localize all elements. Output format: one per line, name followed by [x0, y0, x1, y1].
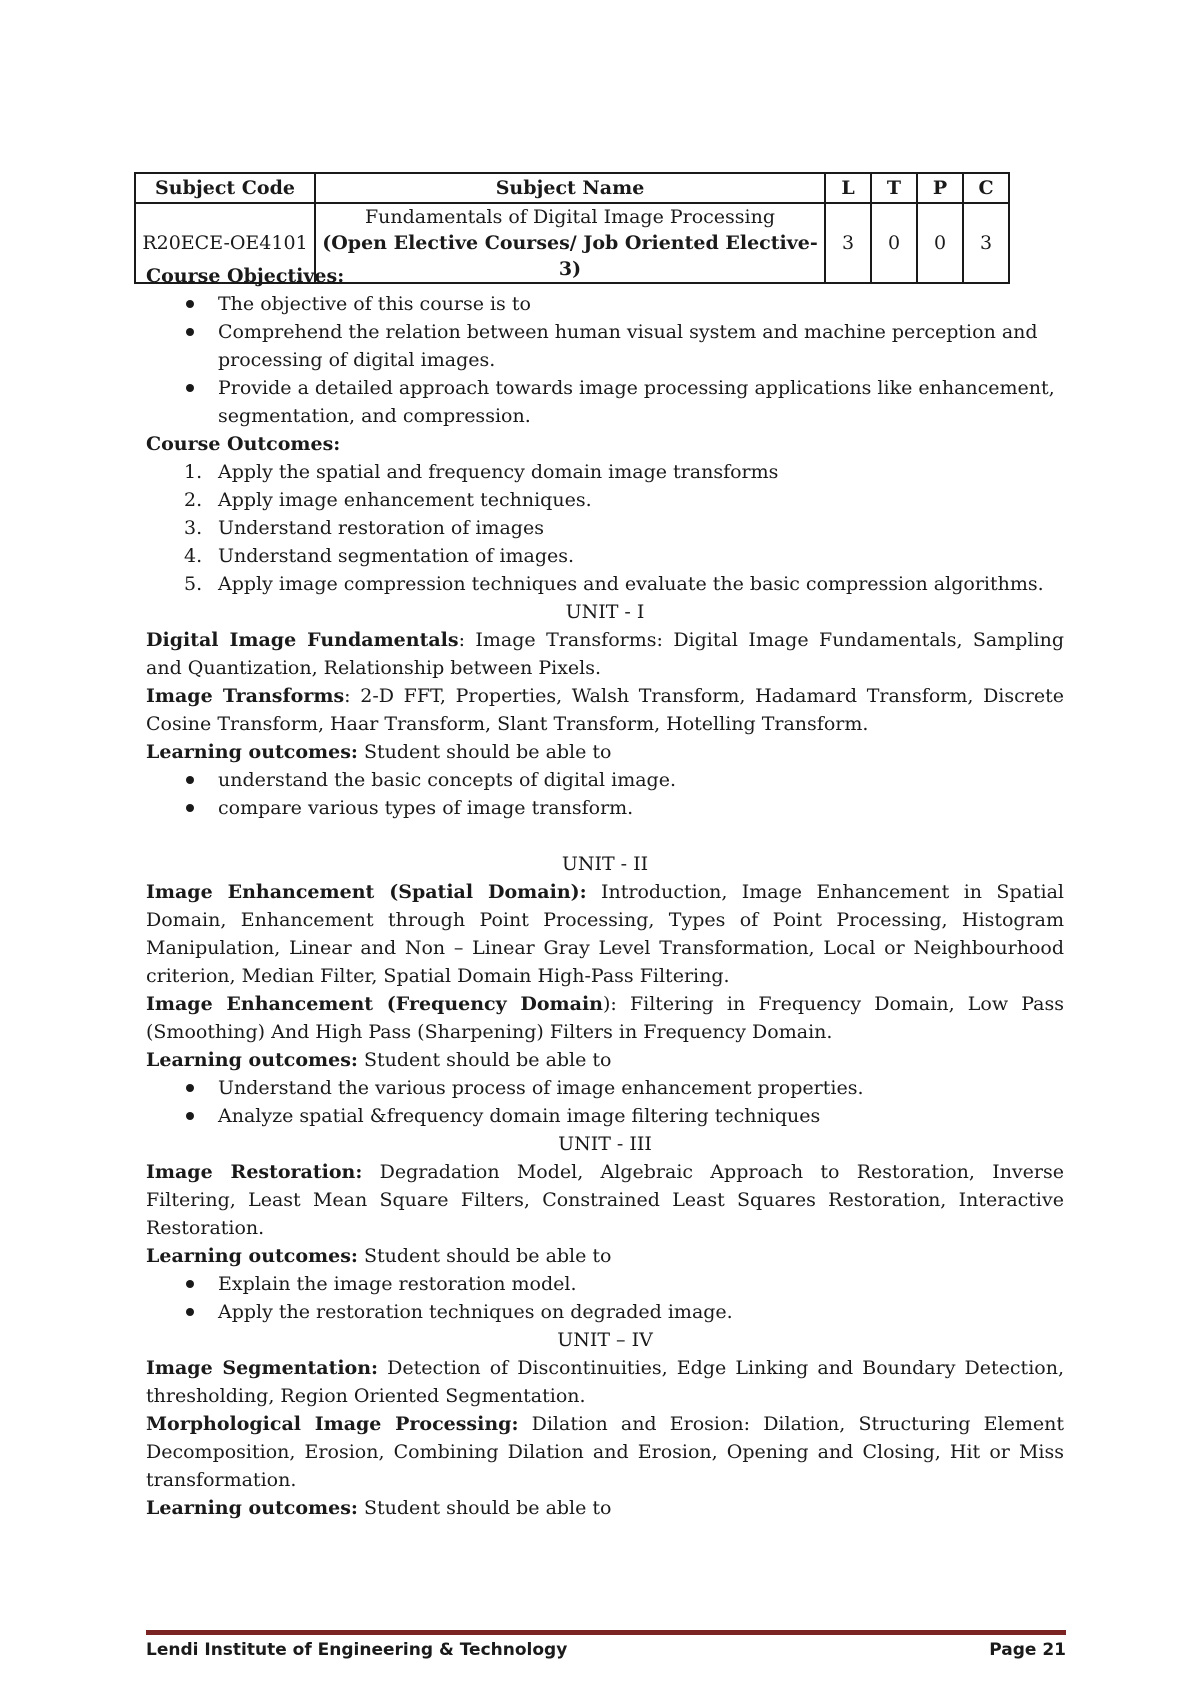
value-t: 0 — [871, 203, 917, 283]
header-l: L — [825, 173, 871, 203]
unit-1-paragraph-1: Digital Image Fundamentals: Image Transforms: Digital Image Fundamentals, Sampling and Quantization, Relationship between Pixels. — [146, 629, 1064, 679]
unit-1-title: UNIT - I — [565, 601, 645, 623]
subject-table-header — [135, 173, 1009, 203]
unit-1-learning-outcomes: Learning outcomes: Student should be able to — [146, 741, 612, 763]
value-l: 3 — [825, 203, 871, 283]
list-item: 3. Understand restoration of images — [184, 517, 544, 539]
unit-2-paragraph-2: Image Enhancement (Frequency Domain): Filtering in Frequency Domain, Low Pass (Smoothing) And High Pass (Sharpening) Filters in Frequency Domain. — [146, 993, 1064, 1043]
course-objectives-section — [146, 262, 1064, 1522]
unit-3-title: UNIT - III — [558, 1133, 652, 1155]
unit-3-learning-outcomes: Learning outcomes: Student should be able to — [146, 1245, 612, 1267]
unit-2-learning-outcomes: Learning outcomes: Student should be able to — [146, 1049, 612, 1071]
list-item: 5. Apply image compression techniques and evaluate the basic compression algorithms. — [184, 573, 1044, 595]
list-item: 4. Understand segmentation of images. — [184, 545, 575, 567]
unit-4-title: UNIT – IV — [557, 1329, 653, 1351]
unit-4-learning-outcomes: Learning outcomes: Student should be able to — [146, 1497, 612, 1519]
objectives-heading: Course Objectives: — [146, 265, 345, 287]
unit-2-paragraph-1: Image Enhancement (Spatial Domain): Introduction, Image Enhancement in Spatial Domain, Enhancement through Point Processing, Types of Point Processing, Histogram Manipulation, Linear and Non – Linear Gray Level Transformation, Local or Neighbourhood criterion, Median Filter, Spatial Domain High-Pass Filtering. — [146, 881, 1065, 987]
unit-1-outcomes-list — [146, 766, 1064, 822]
unit-2-title: UNIT - II — [561, 853, 649, 875]
header-p: P — [917, 173, 963, 203]
list-item: compare various types of image transform. — [146, 794, 1064, 822]
unit-3-paragraph-1: Image Restoration: Degradation Model, Algebraic Approach to Restoration, Inverse Filtering, Least Mean Square Filters, Constrained Least Squares Restoration, Interactive Restoration. — [146, 1161, 1064, 1239]
outcomes-list — [146, 458, 1064, 598]
header-t: T — [871, 173, 917, 203]
unit-1-paragraph-2: Image Transforms: 2-D FFT, Properties, Walsh Transform, Hadamard Transform, Discrete Cosine Transform, Haar Transform, Slant Transform, Hotelling Transform. — [146, 685, 1064, 735]
value-c: 3 — [963, 203, 1009, 283]
unit-4-paragraph-1: Image Segmentation: Detection of Discontinuities, Edge Linking and Boundary Detection, thresholding, Region Oriented Segmentation. — [146, 1357, 1064, 1407]
list-item: Provide a detailed approach towards image processing applications like enhancement, segmentation, and compression. — [146, 374, 1064, 430]
list-item: 1. Apply the spatial and frequency domain image transforms — [184, 461, 779, 483]
subject-name-category: (Open Elective Courses/ Job Oriented Elective-3) — [322, 232, 818, 280]
subject-code: R20ECE-OE4101 — [135, 203, 315, 283]
outcomes-heading: Course Outcomes: — [146, 433, 341, 455]
unit-3-outcomes-list — [146, 1270, 1064, 1326]
list-item: Apply the restoration techniques on degraded image. — [146, 1298, 1064, 1326]
list-item: Comprehend the relation between human visual system and machine perception and processing of digital images. — [146, 318, 1064, 374]
list-item: Analyze spatial &frequency domain image filtering techniques — [146, 1102, 1064, 1130]
value-p: 0 — [917, 203, 963, 283]
list-item: 2. Apply image enhancement techniques. — [184, 489, 592, 511]
unit-2-outcomes-list — [146, 1074, 1064, 1130]
page-number: Page 21 — [989, 1640, 1066, 1660]
subject-name-title: Fundamentals of Digital Image Processing — [364, 206, 776, 228]
list-item: understand the basic concepts of digital image. — [146, 766, 1064, 794]
header-subject-name: Subject Name — [315, 173, 825, 203]
unit-4-paragraph-2: Morphological Image Processing: Dilation and Erosion: Dilation, Structuring Element Decomposition, Erosion, Combining Dilation and Erosion, Opening and Closing, Hit or Miss transformation. — [146, 1413, 1064, 1491]
list-item: Explain the image restoration model. — [146, 1270, 1064, 1298]
page-footer — [146, 1640, 1066, 1660]
header-c: C — [963, 173, 1009, 203]
footer-divider — [146, 1630, 1066, 1635]
objectives-list — [146, 290, 1064, 430]
header-subject-code: Subject Code — [135, 173, 315, 203]
list-item: The objective of this course is to — [146, 290, 1064, 318]
list-item: Understand the various process of image enhancement properties. — [146, 1074, 1064, 1102]
institute-name: Lendi Institute of Engineering & Technology — [146, 1640, 568, 1660]
